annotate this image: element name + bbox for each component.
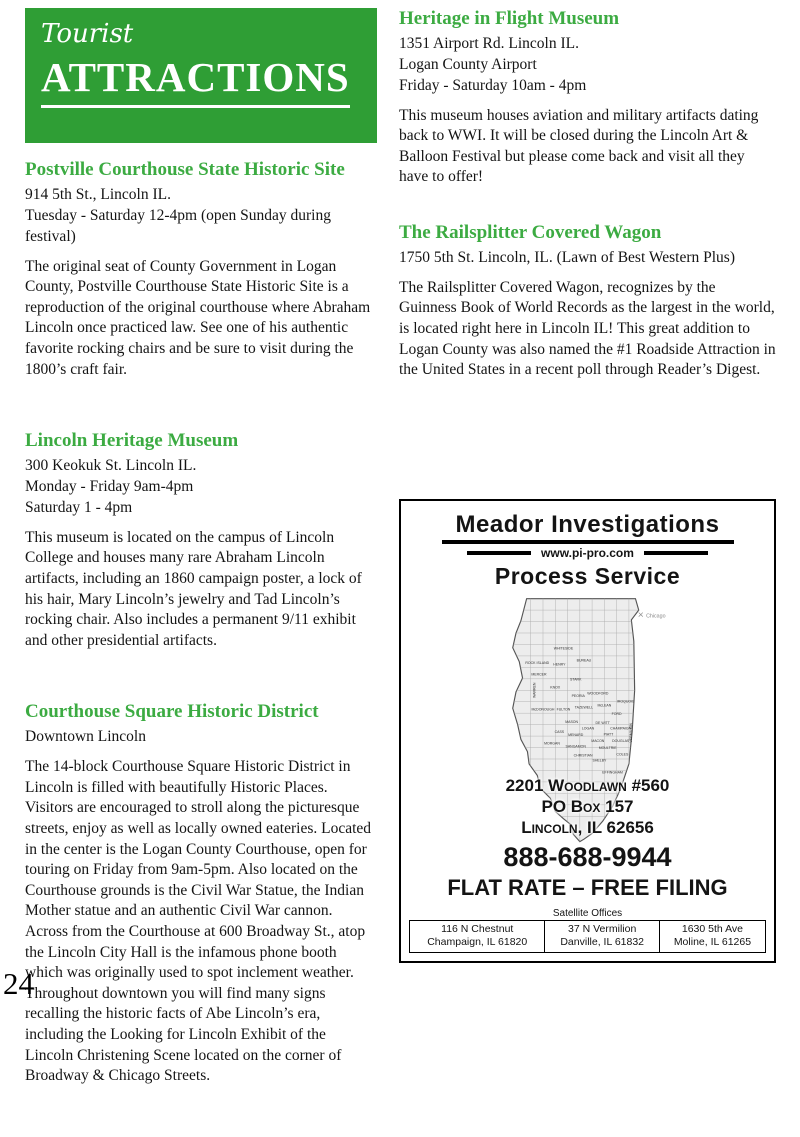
section-title: Lincoln Heritage Museum: [25, 430, 239, 452]
chicago-marker: [638, 612, 642, 616]
section-body: This museum is located on the campus of Lincoln College and houses many rare Abraham Lincoln artifacts, including an 1860 campaign poster, a lock of his hair, Mary Lincoln’s jewelry and Tad Lincoln’s rocking chair. Also includes a permanent 9/11 exhibit and other presidential artifacts.: [25, 528, 362, 649]
tourist-attractions-banner: [25, 8, 377, 143]
map-county-label: COLES: [615, 752, 628, 757]
map-county-label: LOGAN: [581, 726, 594, 731]
ad-satellite-offices-table: [409, 920, 766, 953]
map-county-label: CHRISTIAN: [573, 753, 593, 758]
office-cell: [410, 920, 545, 952]
section-body: The 14-block Courthouse Square Historic District in Lincoln is filled with beautifully Historic Places. Visitors are encouraged to stroll along the picturesque streets, enjoy as well as locally owned eateries. Located in the center is the Logan County Courthouse, open for touring on Friday from 9am-5pm. Also located on the Courthouse grounds is the Civil War Statue, the Indian Mother statue and an authentic Civil War cannon. Across from the Courthouse at 600 Broadway St., atop the Lincoln City Hall is the infamous phone booth which was originally used to spot inclement weather. Throughout downtown you will find many signs recalling the historic facts of Abe Lincoln’s era, including the Looking for Lincoln Exhibit of the Lincoln Christening Scene located on the corner of Broadway & Chicago Streets.: [25, 758, 372, 1085]
map-county-label: FORD: [611, 711, 622, 716]
map-county-label: MOULTRIE: [598, 745, 617, 750]
section-courthouse-square: [25, 701, 377, 1086]
office-city: Moline, IL 61265: [673, 936, 752, 949]
banner-title: ATTRACTIONS: [41, 57, 350, 108]
section-address-line2: Logan County Airport: [399, 55, 537, 73]
map-county-label: HENRY: [552, 662, 565, 667]
map-county-label: MERCER: [530, 672, 546, 677]
section-title: The Railsplitter Covered Wagon: [399, 222, 662, 243]
map-county-label: SHELBY: [592, 758, 606, 763]
ad-address-block: [409, 775, 766, 839]
map-county-label: DOUGLAS: [611, 738, 629, 743]
map-county-label: CHAMPAIGN: [609, 726, 631, 731]
map-county-label: CASS: [554, 729, 564, 734]
ad-address-line2: PO Box 157: [541, 797, 634, 817]
chicago-label: Chicago: [645, 613, 666, 620]
section-title: Courthouse Square Historic District: [25, 701, 319, 723]
left-column: [25, 8, 377, 1137]
office-city: Champaign, IL 61820: [427, 936, 528, 949]
meador-investigations-ad: [399, 499, 776, 963]
office-cell: [659, 920, 765, 952]
ad-address-line1: 2201 Woodlawn #560: [505, 775, 670, 795]
map-county-label: MASON: [564, 719, 578, 724]
ad-divider-bar: [442, 540, 734, 544]
section-railsplitter-wagon: [399, 222, 776, 381]
map-county-label: VERMILION: [628, 722, 633, 743]
section-address: 300 Keokuk St. Lincoln IL.: [25, 457, 197, 475]
table-row: [410, 920, 766, 952]
section-body: This museum houses aviation and military artifacts dating back to WWI. It will be closed during the Lincoln Art & Balloon Festival but please come back and visit all they have to offer!: [399, 106, 759, 186]
ad-address-line3: Lincoln, IL 62656: [521, 818, 654, 838]
map-county-label: WOODFORD: [586, 691, 608, 696]
section-heritage-in-flight: [399, 8, 776, 188]
map-county-label: PEORIA: [571, 693, 585, 698]
ad-map-wrap: [409, 592, 766, 953]
section-hours: Tuesday - Saturday 12-4pm (open Sunday during festival): [25, 206, 331, 245]
ad-divider-bar: [467, 551, 531, 555]
ad-phone-number: 888-688-9944: [503, 841, 672, 872]
map-county-label: EFFINGHAM: [601, 770, 623, 775]
map-county-label: MACON: [590, 738, 604, 743]
section-body: The Railsplitter Covered Wagon, recognizes by the Guinness Book of World Records as the largest in the world, is located right here in Lincoln IL! This great addition to Logan County was also named the #1 Roadside Attraction in the United States in a recent poll through Reader’s Digest.: [399, 278, 776, 379]
ad-satellite-offices-title: Satellite Offices: [552, 907, 623, 919]
section-body: The original seat of County Government in Logan County, Postville Courthouse State Historic Site is a reproduction of the original courthouse where Abraham Lincoln once practiced law. See one of his authentic favorite rocking chairs and be sure to visit during the 1800’s craft fair.: [25, 257, 371, 378]
section-title: Heritage in Flight Museum: [399, 8, 620, 29]
ad-tagline: FLAT RATE – FREE FILING: [447, 874, 728, 900]
section-address: 914 5th St., Lincoln IL.: [25, 185, 171, 203]
map-county-label: DE WITT: [595, 720, 610, 725]
office-cell: [545, 920, 659, 952]
right-column: [399, 8, 776, 1137]
map-county-label: McLEAN: [596, 703, 611, 708]
map-county-label: FULTON: [556, 707, 570, 712]
map-county-label: PIATT: [603, 732, 613, 737]
office-street: 37 N Vermilion: [568, 922, 637, 935]
map-county-label: ROCK ISLAND: [524, 660, 549, 665]
office-street: 1630 5th Ave: [681, 922, 743, 935]
section-address: 1750 5th St. Lincoln, IL. (Lawn of Best Western Plus): [399, 248, 735, 266]
map-county-label: TAZEWELL: [574, 705, 593, 710]
ad-website-url: www.pi-pro.com: [541, 545, 634, 560]
map-county-label: BUREAU: [576, 658, 591, 663]
ad-company-name: Meador Investigations: [455, 510, 720, 538]
section-address: 1351 Airport Rd. Lincoln IL.: [399, 34, 579, 52]
map-county-label: IROQUOIS: [616, 699, 634, 704]
map-county-label: WHITESIDE: [553, 646, 573, 651]
office-city: Danville, IL 61832: [560, 936, 645, 949]
map-county-label: WARREN: [532, 682, 537, 698]
office-street: 116 N Chestnut: [441, 922, 514, 935]
map-county-label: McDONOUGH: [531, 707, 554, 712]
map-county-label: KNOX: [549, 685, 560, 690]
banner-eyebrow: Tourist: [41, 19, 134, 49]
map-county-label: MENARD: [567, 732, 583, 737]
ad-website-row: [409, 546, 766, 560]
section-title: Postville Courthouse State Historic Site: [25, 159, 345, 180]
ad-service-name: Process Service: [494, 562, 681, 589]
map-county-label: MORGAN: [543, 741, 560, 746]
section-hours: Monday - Friday 9am-4pm: [25, 477, 194, 495]
section-postville-courthouse: [25, 159, 377, 380]
ad-divider-bar: [644, 551, 708, 555]
map-county-label: STARK: [569, 677, 581, 682]
section-hours: Saturday 1 - 4pm: [25, 498, 133, 516]
page-number: 24: [3, 966, 34, 1001]
section-hours: Friday - Saturday 10am - 4pm: [399, 76, 587, 94]
map-county-label: SANGAMON: [565, 744, 586, 749]
section-lincoln-heritage-museum: [25, 430, 377, 651]
section-address: Downtown Lincoln: [25, 728, 146, 746]
